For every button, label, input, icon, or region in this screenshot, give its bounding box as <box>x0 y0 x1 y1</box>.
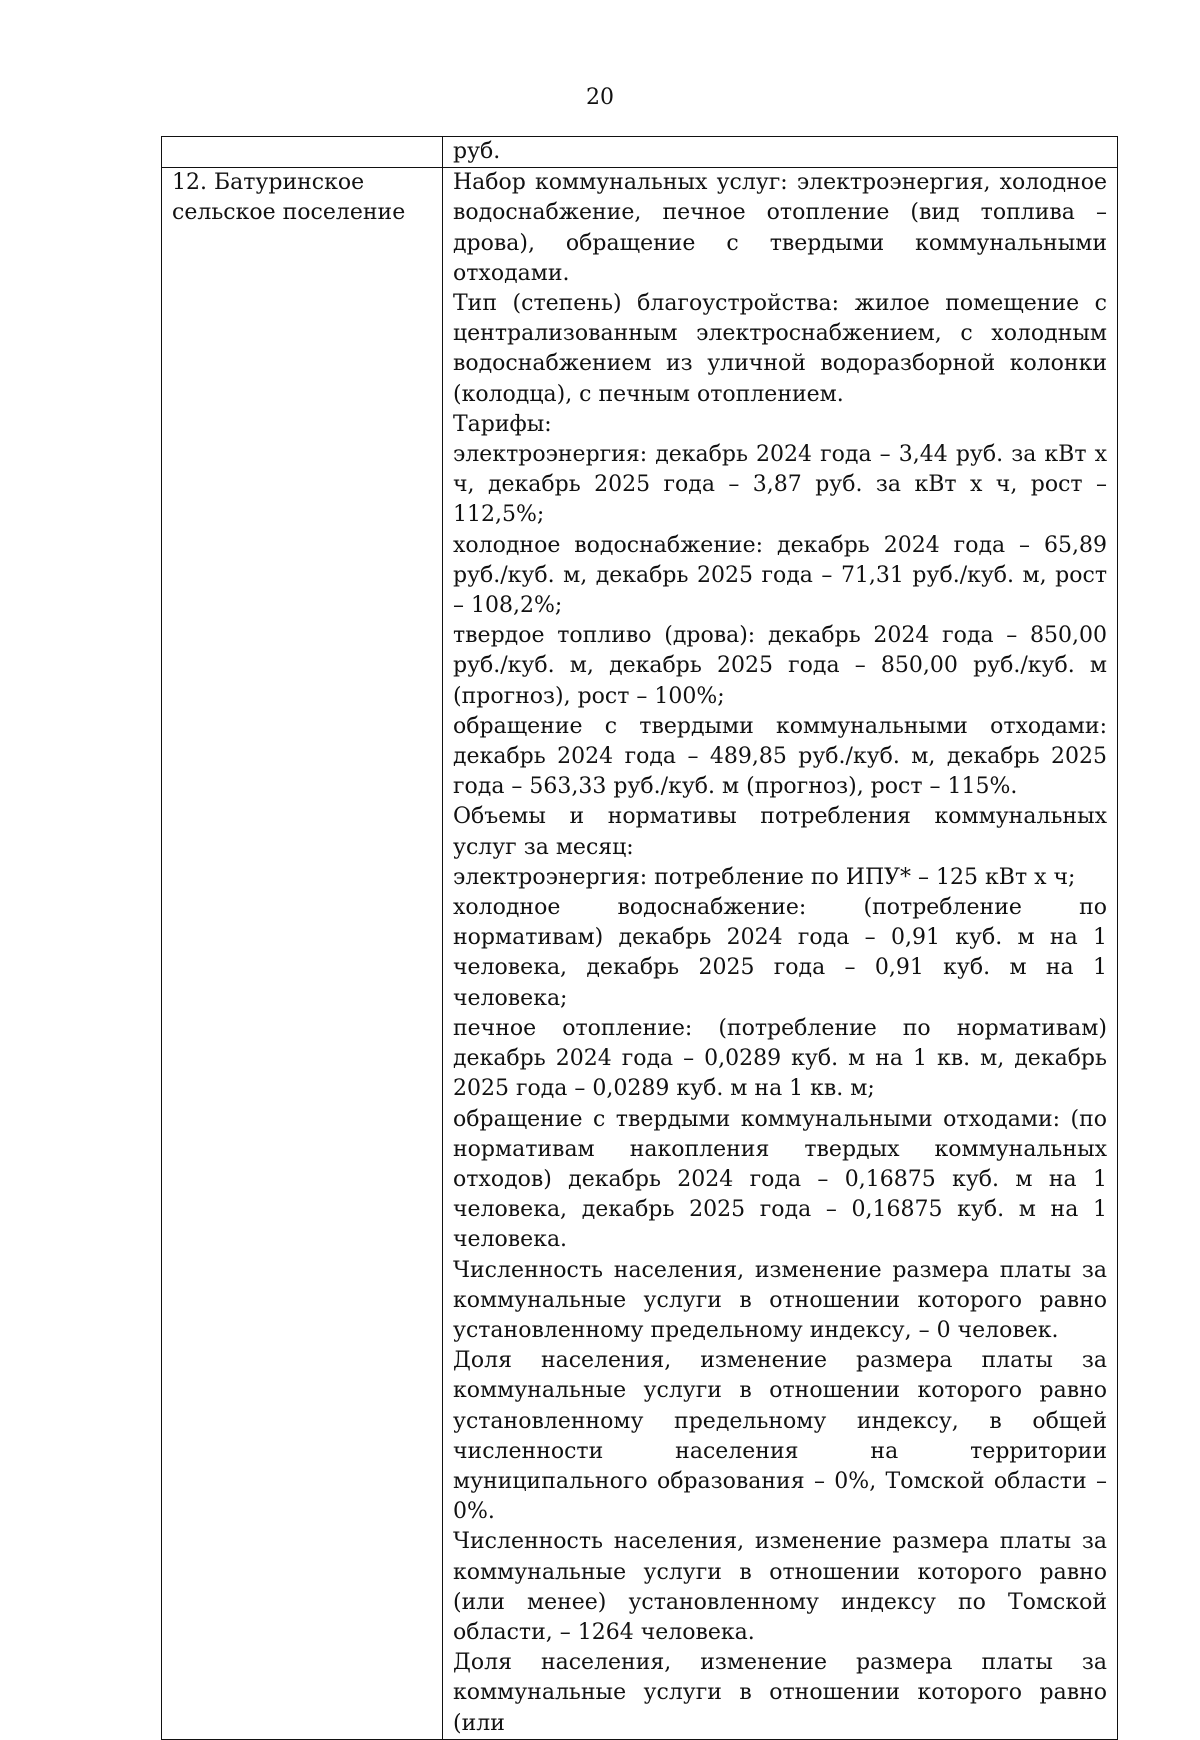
paragraph: печное отопление: (потребление по нормативам) декабрь 2024 года – 0,0289 куб. м на 1 кв. м, декабрь 2025 года – 0,0289 куб. м на 1 кв. м; <box>453 1015 1107 1102</box>
paragraph: Доля населения, изменение размера платы за коммунальные услуги в отношении которого равно установленному предельному индексу, в общей численности населения на территории муниципального образования – 0%, Томской области – 0%. <box>453 1348 1107 1525</box>
paragraph: Численность населения, изменение размера платы за коммунальные услуги в отношении которого равно установленному предельному индексу, – 0 человек. <box>453 1257 1107 1343</box>
tariff-table <box>161 136 1118 1740</box>
paragraph: Тип (степень) благоустройства: жилое помещение с централизованным электроснабжением, с холодным водоснабжением из уличной водоразборной колонки (колодца), с печным отоплением. <box>453 291 1107 407</box>
settlement-name-line: 12. Батуринское <box>172 170 365 196</box>
settlement-name-cell <box>162 168 443 1740</box>
page-number: 20 <box>586 85 614 110</box>
empty-cell <box>162 137 443 168</box>
paragraph: твердое топливо (дрова): декабрь 2024 года – 850,00 руб./куб. м, декабрь 2025 года – 850,00 руб./куб. м (прогноз), рост – 100%; <box>453 623 1107 709</box>
paragraph: холодное водоснабжение: (потребление по нормативам) декабрь 2024 года – 0,91 куб. м на 1 человека, декабрь 2025 года – 0,91 куб. м на 1 человека; <box>453 895 1107 1011</box>
paragraph: Доля населения, изменение размера платы за коммунальные услуги в отношении которого равно (или <box>453 1650 1107 1736</box>
paragraph: электроэнергия: потребление по ИПУ* – 125 кВт х ч; <box>453 864 1076 890</box>
paragraph: обращение с твердыми коммунальными отходами: декабрь 2024 года – 489,85 руб./куб. м, декабрь 2025 года – 563,33 руб./куб. м (прогноз), рост – 115%. <box>453 713 1107 800</box>
settlement-details-cell <box>443 168 1118 1740</box>
continuation-cell <box>443 137 1118 168</box>
table-row-baturinskoe <box>162 168 1118 1740</box>
paragraph: Тарифы: <box>453 411 552 437</box>
paragraph: Набор коммунальных услуг: электроэнергия, холодное водоснабжение, печное отопление (вид топлива – дрова), обращение с твердыми коммунальными отходами. <box>453 170 1107 286</box>
table-row-continuation <box>162 137 1118 168</box>
continuation-text: руб. <box>453 139 501 164</box>
paragraph: электроэнергия: декабрь 2024 года – 3,44 руб. за кВт х ч, декабрь 2025 года – 3,87 руб. за кВт х ч, рост – 112,5%; <box>453 442 1107 528</box>
paragraph: Численность населения, изменение размера платы за коммунальные услуги в отношении которого равно (или менее) установленному индексу по Томской области, – 1264 человека. <box>453 1529 1107 1645</box>
paragraph: Объемы и нормативы потребления коммунальных услуг за месяц: <box>453 804 1107 860</box>
settlement-name-line: сельское поселение <box>172 200 406 226</box>
paragraph: обращение с твердыми коммунальными отходами: (по нормативам накопления твердых коммунальных отходов) декабрь 2024 года – 0,16875 куб. м на 1 человека, декабрь 2025 года – 0,16875 куб. м на 1 человека. <box>453 1106 1107 1253</box>
paragraph: холодное водоснабжение: декабрь 2024 года – 65,89 руб./куб. м, декабрь 2025 года – 71,31 руб./куб. м, рост – 108,2%; <box>453 532 1107 619</box>
